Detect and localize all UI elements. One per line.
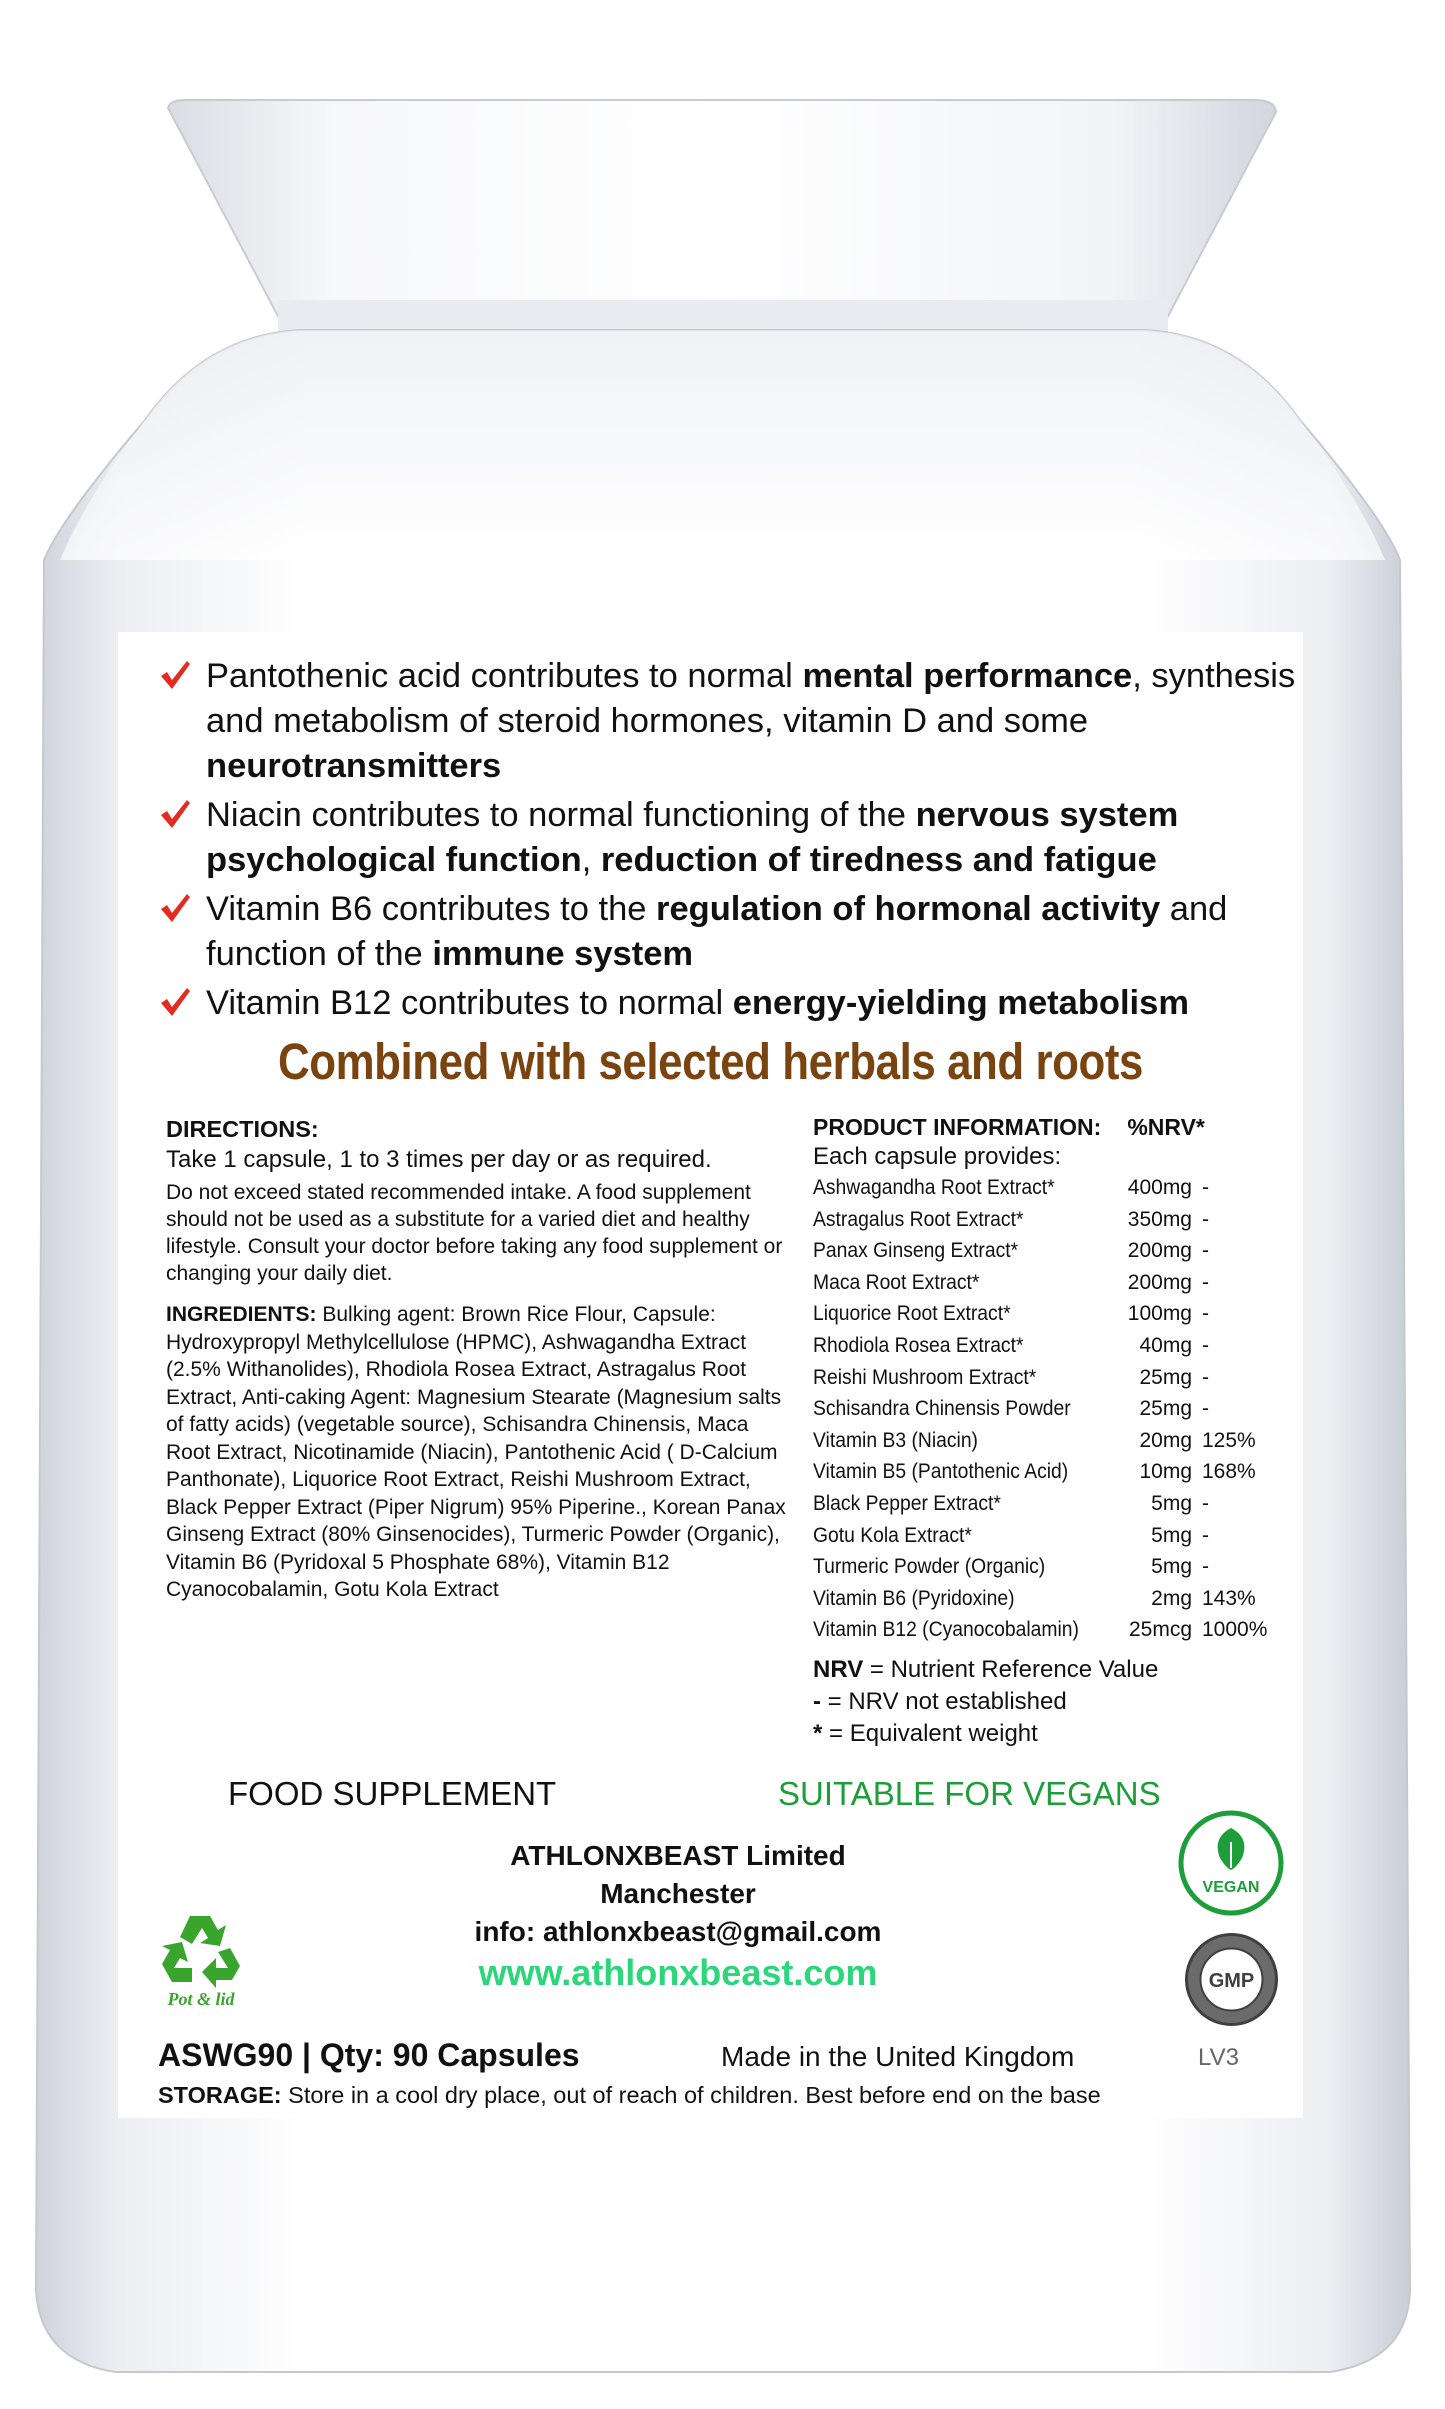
nutrient-amount: 5mg: [1151, 1555, 1192, 1579]
checkmark-icon: [158, 793, 206, 836]
nutrient-amount: 100mg: [1127, 1302, 1192, 1326]
legend-key: NRV: [813, 1655, 864, 1683]
nutrient-name: Vitamin B5 (Pantothenic Acid): [813, 1460, 1069, 1484]
gmp-badge-icon: [1184, 1932, 1279, 2027]
gmp-badge-label: GMP: [1208, 1970, 1255, 1992]
nutrient-name: Maca Root Extract*: [813, 1270, 980, 1294]
legend-text: = Nutrient Reference Value: [863, 1655, 1159, 1683]
legend-item: [813, 1718, 1283, 1750]
ingredients-text: [166, 1301, 786, 1604]
product-information: [813, 1112, 1283, 1750]
benefit-phrase: , synthesis and metabolism of steroid hormones, vitamin D and some: [206, 657, 1296, 740]
bottle-cap: [168, 100, 1276, 320]
storage-label: STORAGE:: [158, 2082, 282, 2108]
ingredients-list: Bulking agent: Brown Rice Flour, Capsule: Hydroxypropyl Methylcellulose (HPMC), Ashwagandha Extract (2.5% Withanolides), Rhodiola Rosea Extract, Astragalus Root Extract, Anti-caking Agent: Magnesium Stearate (Magnesium salts of fatty acids) (vegetable source), Schisandra Chinensis, Maca Root Extract, Nicotinamide (Niacin), Pantothenic Acid ( D-Calcium Panthonate), Liquorice Root Extract, Reishi Mushroom Extract, Black Pepper Extract (Piper Nigrum) 95% Piperine., Korean Panax Ginseng Extract (80% Ginsenocides), Turmeric Powder (Organic), Vitamin B6 (Pyridoxal 5 Phosphate 68%), Vitamin B12 Cyanocobalamin, Gotu Kola Extract: [166, 1303, 786, 1601]
benefit-highlight: nervous system psychological function: [206, 796, 1179, 879]
legend-item: [813, 1654, 1283, 1686]
nutrient-amount: 200mg: [1127, 1270, 1192, 1294]
directions-heading: DIRECTIONS:: [166, 1116, 319, 1142]
benefit-text: [206, 793, 1298, 883]
table-row: [813, 1393, 1283, 1425]
benefit-item: [158, 654, 1298, 789]
benefit-phrase: Pantothenic acid contributes to normal: [206, 657, 803, 695]
recycle-logo: [160, 1912, 256, 2010]
benefit-phrase: Niacin contributes to normal functioning of the: [206, 796, 916, 834]
table-row: [813, 1488, 1283, 1520]
nutrient-nrv: 143%: [1202, 1586, 1256, 1610]
table-row: [813, 1583, 1283, 1615]
checkmark-icon: [158, 887, 206, 930]
nutrient-amount: 25mg: [1139, 1365, 1192, 1389]
nutrient-nrv: -: [1202, 1176, 1209, 1199]
benefit-text: [206, 654, 1298, 789]
nutrient-nrv: -: [1202, 1397, 1209, 1421]
table-row: [813, 1425, 1283, 1457]
herbal-title: Combined with selected herbals and roots: [277, 1033, 1144, 1090]
benefit-item: [158, 887, 1298, 977]
benefit-highlight: mental performance: [802, 657, 1133, 695]
nutrient-nrv: 1000%: [1202, 1618, 1268, 1642]
nutrient-nrv: -: [1202, 1333, 1209, 1357]
recycle-caption: Pot & lid: [167, 1989, 235, 2009]
legend-text: = Equivalent weight: [822, 1719, 1038, 1747]
nutrient-amount: 40mg: [1139, 1333, 1192, 1357]
table-row: [813, 1362, 1283, 1394]
company-city: Manchester: [600, 1878, 756, 1909]
nutrient-nrv: -: [1202, 1207, 1209, 1231]
nutrient-nrv: -: [1202, 1239, 1209, 1263]
nutrient-name: Rhodiola Rosea Extract*: [813, 1333, 1024, 1357]
benefit-phrase: Vitamin B6 contributes to the: [206, 890, 657, 928]
nutrient-amount: 400mg: [1127, 1176, 1192, 1199]
nrv-heading: %NRV*: [1127, 1114, 1205, 1140]
table-row: [813, 1235, 1283, 1267]
table-row: [813, 1267, 1283, 1299]
nutrient-amount: 5mg: [1151, 1523, 1192, 1547]
company-info: [378, 1837, 978, 1951]
storage-instructions: Store in a cool dry place, out of reach of children. Best before end on the base: [281, 2082, 1101, 2108]
made-in-text: Made in the United Kingdom: [721, 2041, 1075, 2072]
company-website: www.athlonxbeast.com: [478, 1952, 878, 1993]
table-row: [813, 1298, 1283, 1330]
nutrient-name: Ashwagandha Root Extract*: [813, 1176, 1055, 1199]
table-row: [813, 1172, 1283, 1204]
product-label: [118, 632, 1303, 2118]
nutrient-name: Liquorice Root Extract*: [813, 1302, 1011, 1326]
table-row: [813, 1551, 1283, 1583]
nutrient-nrv: -: [1202, 1523, 1209, 1547]
nutrient-nrv: -: [1202, 1302, 1209, 1326]
nutrient-amount: 25mg: [1139, 1397, 1192, 1421]
nutrient-name: Reishi Mushroom Extract*: [813, 1365, 1037, 1389]
table-row: [813, 1456, 1283, 1488]
benefit-item: [158, 981, 1298, 1026]
nutrient-name: Turmeric Powder (Organic): [813, 1555, 1046, 1579]
directions-dosage: Take 1 capsule, 1 to 3 times per day or as required.: [166, 1146, 712, 1173]
company-name: ATHLONXBEAST Limited: [510, 1840, 846, 1871]
legend-key: -: [813, 1687, 821, 1715]
nutrient-name: Gotu Kola Extract*: [813, 1523, 972, 1547]
recycle-icon: [160, 1912, 242, 1988]
nutrient-amount: 2mg: [1151, 1586, 1192, 1610]
nutrient-nrv: -: [1202, 1365, 1209, 1389]
nutrient-amount: 350mg: [1127, 1207, 1192, 1231]
nutrient-table: [813, 1172, 1283, 1646]
directions-section: [166, 1114, 786, 1604]
table-row: [813, 1204, 1283, 1236]
storage-text: [158, 2082, 1101, 2109]
product-info-header: [813, 1112, 1283, 1142]
table-row: [813, 1614, 1283, 1646]
nutrient-name: Astragalus Root Extract*: [813, 1207, 1024, 1231]
sku-quantity: ASWG90 | Qty: 90 Capsules: [158, 2037, 580, 2073]
benefit-item: [158, 793, 1298, 883]
nutrient-nrv: -: [1202, 1555, 1209, 1579]
nutrient-name: Panax Ginseng Extract*: [813, 1239, 1019, 1263]
checkmark-icon: [158, 654, 206, 697]
nutrient-nrv: 168%: [1202, 1460, 1256, 1484]
vegan-badge-label: VEGAN: [1202, 1879, 1260, 1896]
table-row: [813, 1330, 1283, 1362]
nrv-legend: [813, 1654, 1283, 1750]
nutrient-nrv: -: [1202, 1270, 1209, 1294]
legend-text: = NRV not established: [821, 1687, 1067, 1715]
nutrient-amount: 5mg: [1151, 1491, 1192, 1515]
food-supplement-text: FOOD SUPPLEMENT: [228, 1775, 557, 1812]
directions-warning: Do not exceed stated recommended intake. A food supplement should not be used as a substitute for a varied diet and healthy lifestyle. Consult your doctor before taking any food supplement or changing your daily diet.: [166, 1181, 783, 1285]
benefit-list: [158, 654, 1298, 1030]
benefit-highlight: immune system: [432, 935, 694, 973]
nutrient-name: Black Pepper Extract*: [813, 1491, 1001, 1515]
nutrient-amount: 25mcg: [1128, 1618, 1192, 1642]
legend-item: [813, 1686, 1283, 1718]
suitable-for-vegans-text: SUITABLE FOR VEGANS: [778, 1775, 1161, 1812]
nutrient-nrv: -: [1202, 1491, 1209, 1515]
nutrient-name: Vitamin B6 (Pyridoxine): [813, 1586, 1015, 1610]
nutrient-amount: 20mg: [1139, 1428, 1192, 1452]
benefit-text: [206, 981, 1189, 1026]
benefit-highlight: reduction of tiredness and fatigue: [600, 841, 1157, 879]
nutrient-name: Vitamin B3 (Niacin): [813, 1428, 978, 1452]
benefit-phrase: ,: [581, 841, 601, 879]
nutrient-name: Schisandra Chinensis Powder: [813, 1397, 1071, 1421]
nutrient-amount: 200mg: [1127, 1239, 1192, 1263]
checkmark-icon: [158, 981, 206, 1024]
nutrient-name: Vitamin B12 (Cyanocobalamin): [813, 1618, 1079, 1642]
benefit-phrase: and function of the: [206, 890, 1228, 973]
label-version: LV3: [1198, 2044, 1239, 2071]
benefit-highlight: neurotransmitters: [206, 747, 502, 785]
ingredients-label: INGREDIENTS:: [166, 1303, 317, 1326]
benefit-text: [206, 887, 1298, 977]
product-info-heading: PRODUCT INFORMATION:: [813, 1114, 1102, 1140]
company-email: info: athlonxbeast@gmail.com: [474, 1916, 882, 1947]
nutrient-amount: 10mg: [1139, 1460, 1192, 1484]
table-row: [813, 1520, 1283, 1552]
legend-key: *: [813, 1719, 823, 1747]
nutrient-nrv: 125%: [1202, 1428, 1256, 1452]
benefit-phrase: Vitamin B12 contributes to normal: [206, 984, 733, 1022]
benefit-highlight: energy-yielding metabolism: [732, 984, 1190, 1022]
benefit-highlight: regulation of hormonal activity: [656, 890, 1161, 928]
each-capsule-provides: Each capsule provides:: [813, 1143, 1062, 1170]
vegan-badge-icon: [1178, 1810, 1284, 1916]
